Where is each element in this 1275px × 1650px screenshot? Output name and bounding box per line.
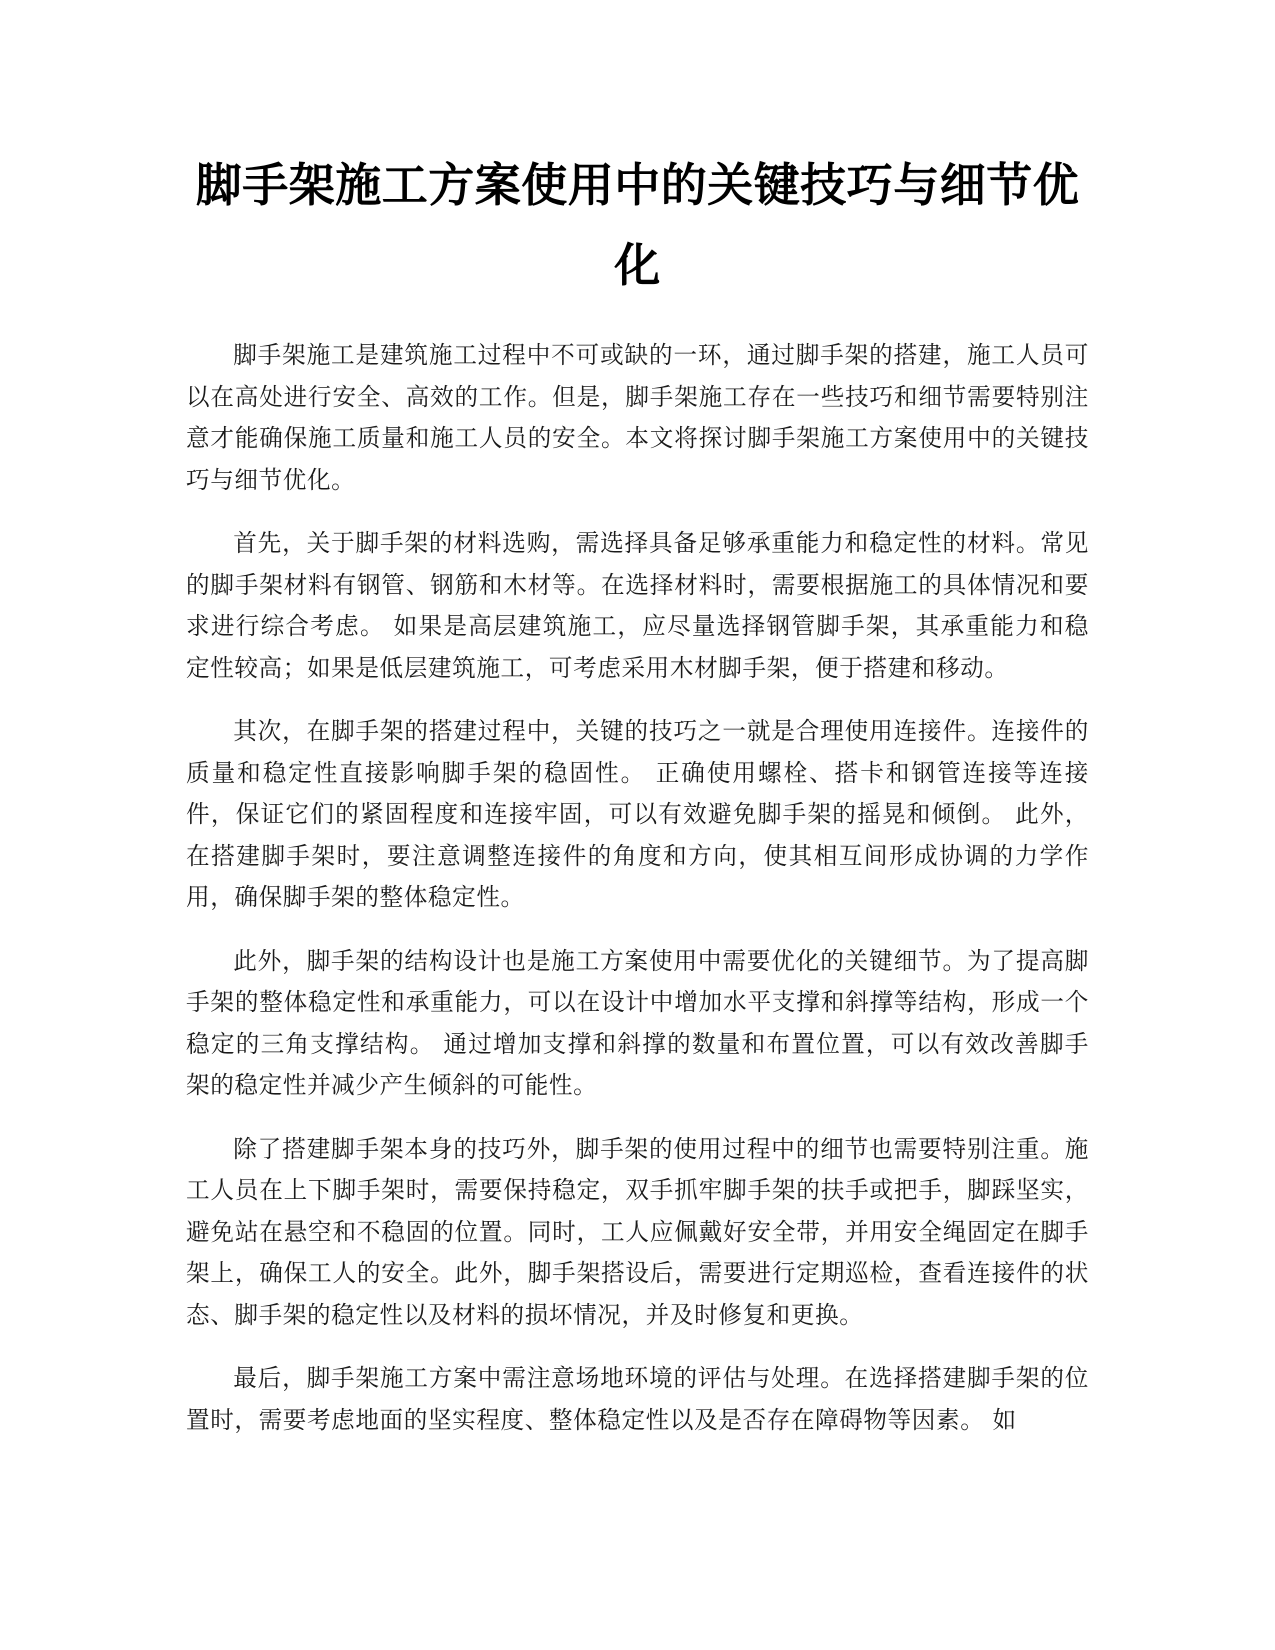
paragraph-usage-details: 除了搭建脚手架本身的技巧外，脚手架的使用过程中的细节也需要特别注重。施工人员在上下脚手架时，需要保持稳定，双手抓牢脚手架的扶手或把手，脚踩坚实，避免站在悬空和不稳固的位置。同时，工人应佩戴好安全带，并用安全绳固定在脚手架上，确保工人的安全。此外，脚手架搭设后，需要进行定期巡检，查看连接件的状态、脚手架的稳定性以及材料的损坏情况，并及时修复和更换。 [186,1134,1089,1329]
paragraph-structure-design: 此外，脚手架的结构设计也是施工方案使用中需要优化的关键细节。为了提高脚手架的整体稳定性和承重能力，可以在设计中增加水平支撑和斜撑等结构，形成一个稳定的三角支撑结构。 通过增加支撑和斜撑的数量和布置位置，可以有效改善脚手架的稳定性并减少产生倾斜的可能性。 [186,946,1089,1099]
paragraph-intro: 脚手架施工是建筑施工过程中不可或缺的一环，通过脚手架的搭建，施工人员可以在高处进行安全、高效的工作。但是，脚手架施工存在一些技巧和细节需要特别注意才能确保施工质量和施工人员的安全。本文将探讨脚手架施工方案使用中的关键技巧与细节优化。 [186,341,1089,494]
paragraph-materials: 首先，关于脚手架的材料选购，需选择具备足够承重能力和稳定性的材料。常见的脚手架材料有钢管、钢筋和木材等。在选择材料时，需要根据施工的具体情况和要求进行综合考虑。 如果是高层建筑施工，应尽量选择钢管脚手架，其承重能力和稳定性较高；如果是低层建筑施工，可考虑采用木材脚手架，便于搭建和移动。 [186,529,1089,682]
document-title: 脚手架施工方案使用中的关键技巧与细节优化 [195,158,1080,292]
paragraph-site-environment: 最后，脚手架施工方案中需注意场地环境的评估与处理。在选择搭建脚手架的位置时，需要考虑地面的坚实程度、整体稳定性以及是否存在障碍物等因素。 如 [186,1364,1089,1434]
document-page [186,145,1089,1463]
paragraph-connectors: 其次，在脚手架的搭建过程中，关键的技巧之一就是合理使用连接件。连接件的质量和稳定性直接影响脚手架的稳固性。 正确使用螺栓、搭卡和钢管连接等连接件，保证它们的紧固程度和连接牢固，可以有效避免脚手架的摇晃和倾倒。 此外，在搭建脚手架时，要注意调整连接件的角度和方向，使其相互间形成协调的力学作用，确保脚手架的整体稳定性。 [186,717,1089,911]
document-body [186,335,1089,1441]
